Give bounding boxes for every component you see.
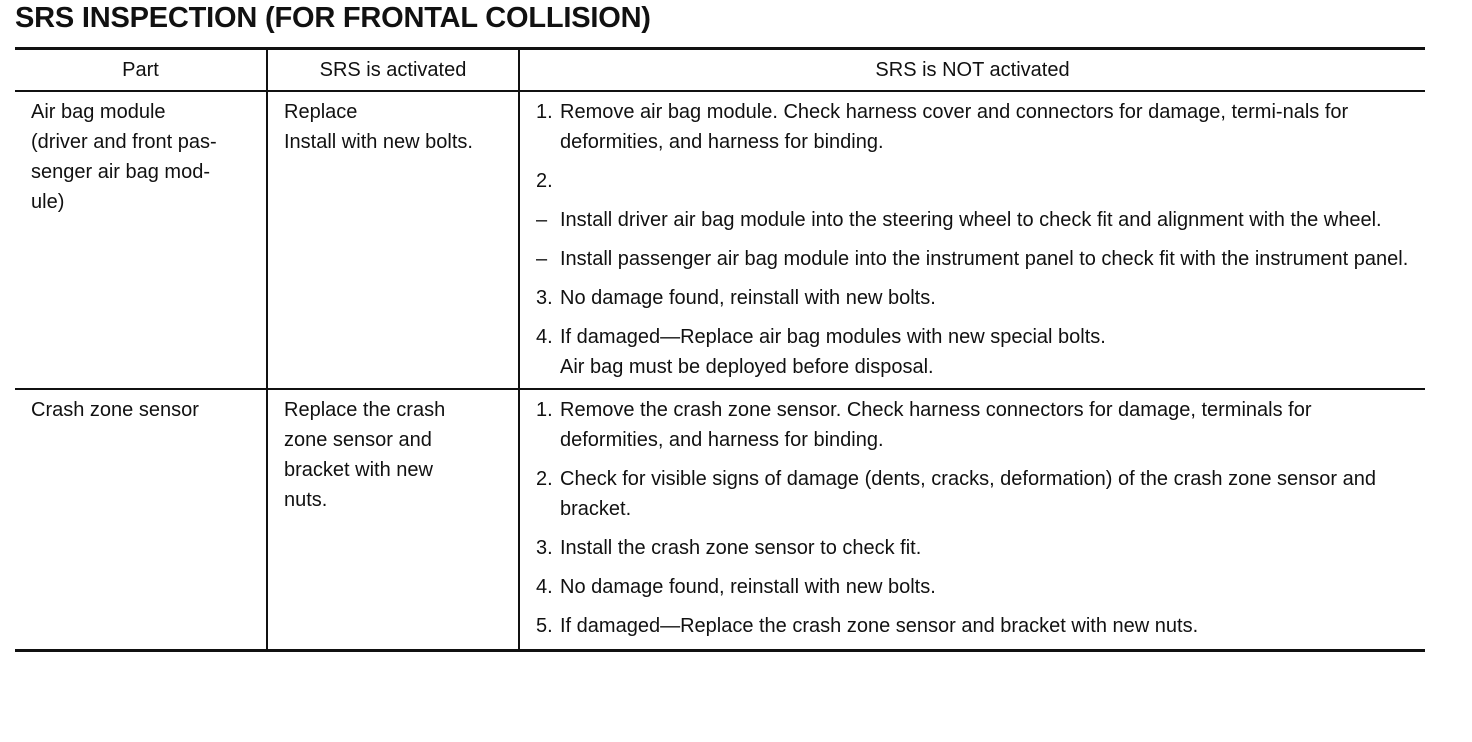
list-item [536,283,1415,313]
step-marker: 3. [536,287,553,309]
list-item [536,205,1415,235]
step-marker: – [536,209,548,231]
cell-activated [267,389,519,651]
cell-part [15,389,267,651]
part-line: senger air bag mod- [31,161,210,183]
header-part: Part [15,49,267,92]
step-marker: 4. [536,326,553,348]
step-marker: 2. [536,170,553,192]
step-text: No damage found, reinstall with new bolts. [560,287,936,309]
list-item [536,533,1415,563]
table-row-air-bag-module [15,91,1425,389]
table-row-crash-zone-sensor [15,389,1425,651]
header-srs-not-activated: SRS is NOT activated [519,49,1425,92]
step-marker: 5. [536,615,553,637]
list-item [536,97,1415,157]
srs-inspection-table [15,47,1425,652]
step-marker: 1. [536,399,553,421]
step-text: Install driver air bag module into the steering wheel to check fit and alignment with the wheel. [560,209,1382,231]
activated-line: Replace the crash [284,399,446,421]
step-marker: 4. [536,576,553,598]
step-text: Remove the crash zone sensor. Check harness connectors for damage, terminals for deformities, and harness for binding. [560,399,1312,451]
list-item [536,395,1415,455]
header-srs-activated: SRS is activated [267,49,519,92]
step-text: Remove air bag module. Check harness cover and connectors for damage, termi-nals for deformities, and harness for binding. [560,101,1349,153]
list-item [536,572,1415,602]
part-line: ule) [31,191,65,213]
step-text: Install passenger air bag module into the instrument panel to check fit with the instrument panel. [560,248,1409,270]
cell-activated [267,91,519,389]
part-full-text [0,0,1,1]
step-marker: 3. [536,537,553,559]
list-item [536,611,1415,641]
activated-line: Replace [284,101,358,123]
table-header-row [15,49,1425,92]
step-marker: 2. [536,468,553,490]
step-text [560,170,566,192]
step-text: Check for visible signs of damage (dents, cracks, deformation) of the crash zone sensor and bracket. [560,468,1376,520]
step-text: If damaged—Replace air bag modules with new special bolts. Air bag must be deployed before disposal. [560,326,1106,378]
page-title: SRS INSPECTION (FOR FRONTAL COLLISION) [15,2,651,34]
part-line: Air bag module [31,101,166,123]
step-text: No damage found, reinstall with new bolts. [560,576,936,598]
list-item [536,464,1415,524]
cell-not-activated [519,389,1425,651]
activated-line: nuts. [284,489,328,511]
activated-line: zone sensor and [284,429,432,451]
step-marker: 1. [536,101,553,123]
cell-part [15,91,267,389]
activated-line: bracket with new [284,459,433,481]
activated-line: Install with new bolts. [284,131,473,153]
step-text: If damaged—Replace the crash zone sensor and bracket with new nuts. [560,615,1199,637]
part-line: Crash zone sensor [31,399,199,421]
cell-not-activated [519,91,1425,389]
part-full-text [0,0,1,1]
step-marker: – [536,248,548,270]
step-text: Install the crash zone sensor to check fit. [560,537,922,559]
list-item [536,322,1415,382]
list-item [536,244,1415,274]
list-item [536,166,1415,196]
part-line: (driver and front pas- [31,131,217,153]
